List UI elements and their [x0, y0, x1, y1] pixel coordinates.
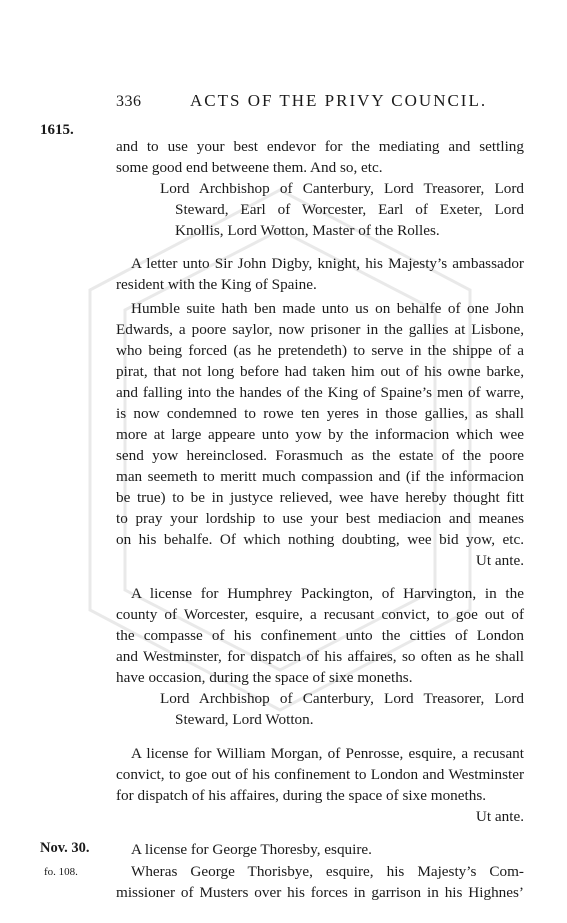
- page-number: 336: [116, 93, 142, 110]
- text-line: man seemeth to meritt much compassion and (if the informacion: [116, 468, 524, 485]
- signatories-line: Steward, Earl of Worcester, Earl of Exeter, Lord: [175, 201, 524, 218]
- text-line: is now condemned to rowe ten yeres in those gallies, as shall: [116, 405, 524, 422]
- text-line: send yow hereinclosed. Forasmuch as the estate of the poore: [116, 447, 524, 464]
- text-line: for dispatch of his affaires, during the space of sixe moneths.: [116, 787, 487, 804]
- margin-folio: fo. 108.: [44, 866, 78, 878]
- signatories-line: Steward, Lord Wotton.: [175, 711, 314, 728]
- running-title: ACTS OF THE PRIVY COUNCIL.: [190, 91, 488, 110]
- text-line: Edwards, a poore saylor, now prisoner in the gallies at Lisbone,: [116, 321, 524, 338]
- text-line: who being forced (as he pretendeth) to serve in the shippe of a: [116, 342, 524, 359]
- text-line: A license for Humphrey Packington, of Harvington, in the: [131, 585, 524, 602]
- ut-ante: Ut ante.: [475, 808, 524, 825]
- text-line: and Westminster, for dispatch of his affaires, so often as he shall: [116, 648, 524, 665]
- text-line: and falling into the handes of the King of Spaine’s men of warre,: [116, 384, 524, 401]
- margin-year: 1615.: [40, 122, 74, 138]
- text-line: more at large appeare unto yow by the informacion which wee: [116, 426, 524, 443]
- margin-date: Nov. 30.: [40, 840, 90, 856]
- signatories-line: Lord Archbishop of Canterbury, Lord Treasorer, Lord: [160, 690, 524, 707]
- text-line: A license for William Morgan, of Penrosse, esquire, a recusant: [131, 745, 524, 762]
- ut-ante: Ut ante.: [475, 552, 524, 569]
- text-line: have occasion, during the space of sixe moneths.: [116, 669, 413, 686]
- entry-heading-line: A license for George Thoresby, esquire.: [131, 841, 372, 858]
- entry-heading-line: A letter unto Sir John Digby, knight, his Majesty’s ambassador: [131, 255, 524, 272]
- text-line: Humble suite hath ben made unto us on behalfe of one John: [131, 300, 524, 317]
- entry-heading-line: resident with the King of Spaine.: [116, 276, 317, 293]
- text-line: convict, to goe out of his confinement to London and Westminster: [116, 766, 524, 783]
- text-line: the compasse of his confinement unto the citties of London: [116, 627, 524, 644]
- text-line: missioner of Musters over his forces in garrison in his Highnes’: [116, 884, 524, 901]
- text-line: be true) to be in justyce relieved, wee have hereby thought fitt: [116, 489, 524, 506]
- signatories-line: Knollis, Lord Wotton, Master of the Rolles.: [175, 222, 440, 239]
- text-line: on his behalfe. Of which nothing doubting, wee bid yow, etc.: [116, 531, 524, 548]
- signatories-line: Lord Archbishop of Canterbury, Lord Treasorer, Lord: [160, 180, 524, 197]
- text-line: Wheras George Thorisbye, esquire, his Majesty’s Com-: [131, 863, 524, 880]
- text-line: some good end betweene them. And so, etc.: [116, 159, 383, 176]
- text-line: county of Worcester, esquire, a recusant convict, to goe out of: [116, 606, 524, 623]
- text-line: pirat, that not long before had taken him out of his owne barke,: [116, 363, 524, 380]
- text-line: and to use your best endevor for the mediating and settling: [116, 138, 524, 155]
- text-line: to pray your lordship to use your best mediacion and meanes: [116, 510, 524, 527]
